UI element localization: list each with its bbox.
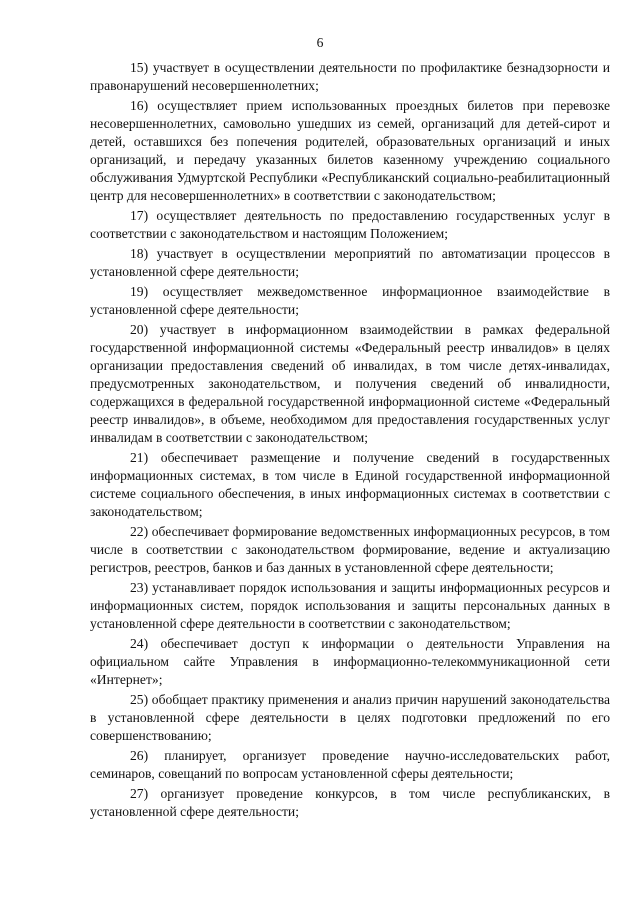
page-number: 6 [316, 35, 324, 50]
paragraph-item-25: 25) обобщает практику применения и анализ причин нарушений законодательства в установленной сфере деятельности в целях подготовки предложений по его совершенствованию; [90, 692, 610, 743]
paragraph-item-23: 23) устанавливает порядок использования и защиты информационных ресурсов и информационных систем, порядок использования и защиты персональных данных в установленной сфере деятельности в соответствии с законодательством; [90, 580, 610, 631]
paragraph-item-19: 19) осуществляет межведомственное информационное взаимодействие в установленной сфере деятельности; [90, 284, 610, 317]
document-body [90, 59, 610, 823]
paragraph-item-15: 15) участвует в осуществлении деятельности по профилактике безнадзорности и правонарушений несовершеннолетних; [90, 60, 610, 93]
paragraph-item-26: 26) планирует, организует проведение научно-исследовательских работ, семинаров, совещаний по вопросам установленной сферы деятельности; [90, 748, 610, 781]
paragraph-item-17: 17) осуществляет деятельность по предоставлению государственных услуг в соответствии с законодательством и настоящим Положением; [90, 208, 610, 241]
paragraph-item-21: 21) обеспечивает размещение и получение сведений в государственных информационных системах, в том числе в Единой государственной информационной системе социального обеспечения, в иных информационных системах в соответствии с законодательством; [90, 450, 610, 519]
paragraph-item-16: 16) осуществляет прием использованных проездных билетов при перевозке несовершеннолетних, самовольно ушедших из семей, организаций для детей-сирот и детей, оставшихся без попечения родителей, образовательных организаций и иных организаций, и передачу указанных билетов казенному учреждению социального обслуживания Удмуртской Республики «Республиканский социально-реабилитационный центр для несовершеннолетних» в соответствии с законодательством; [90, 98, 610, 203]
paragraph-item-22: 22) обеспечивает формирование ведомственных информационных ресурсов, в том числе в соответствии с законодательством формирование, ведение и актуализацию регистров, реестров, банков и баз данных в установленной сфере деятельности; [90, 524, 610, 575]
paragraph-item-27: 27) организует проведение конкурсов, в том числе республиканских, в установленной сфере деятельности; [90, 786, 610, 819]
paragraph-item-24: 24) обеспечивает доступ к информации о деятельности Управления на официальном сайте Управления в информационно-телекоммуникационной сети «Интернет»; [90, 636, 610, 687]
paragraph-item-20: 20) участвует в информационном взаимодействии в рамках федеральной государственной информационной системы «Федеральный реестр инвалидов» в целях организации предоставления сведений об инвалидах, в том числе детях-инвалидах, предусмотренных законодательством, и получения сведений об инвалидности, содержащихся в федеральной государственной информационной системе «Федеральный реестр инвалидов», в объеме, необходимом для предоставления государственных услуг инвалидам в соответствии с законодательством; [90, 322, 610, 445]
paragraph-item-18: 18) участвует в осуществлении мероприятий по автоматизации процессов в установленной сфере деятельности; [90, 246, 610, 279]
